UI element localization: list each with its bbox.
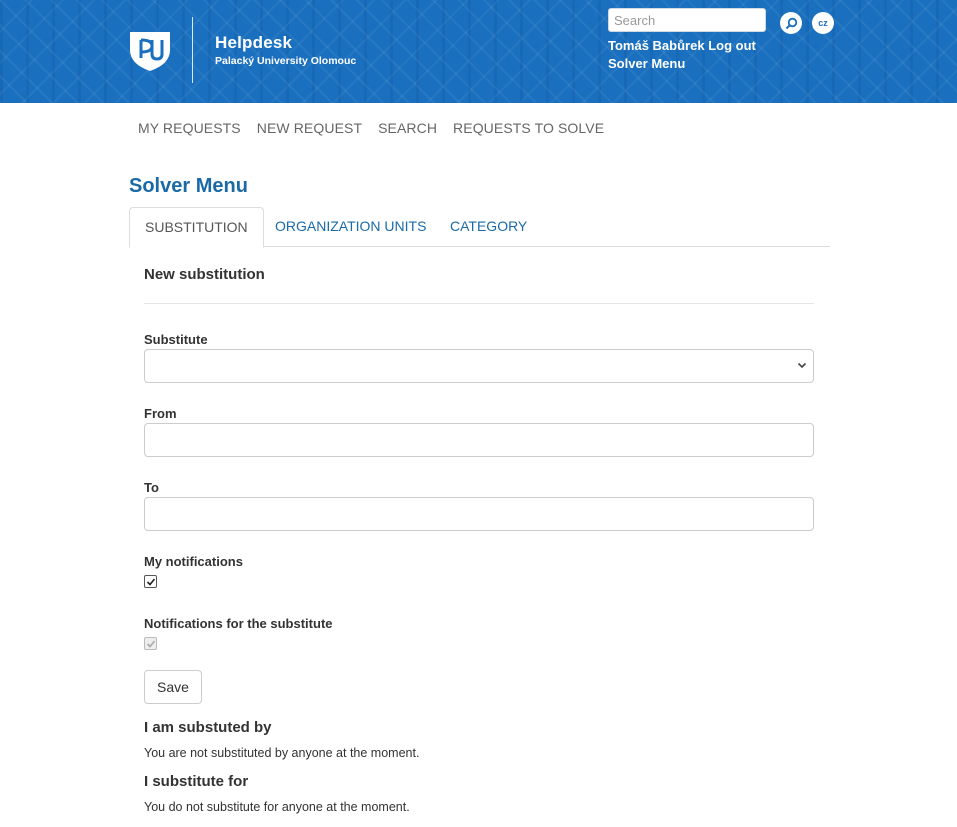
logout-link[interactable]: Log out [708,38,756,53]
tab-category[interactable]: CATEGORY [450,218,528,234]
page-title: Solver Menu [129,175,248,197]
substitute-notifications-checkbox[interactable] [144,637,157,650]
divider [144,303,814,304]
section-title: New substitution [144,266,265,283]
my-notifications-label: My notifications [144,554,243,569]
user-name-link[interactable]: Tomáš Babůrek [608,38,705,53]
from-label: From [144,406,177,421]
my-notifications-checkbox[interactable] [144,575,157,588]
tab-substitution[interactable]: SUBSTITUTION [129,207,264,248]
chevron-down-icon [797,360,807,370]
substitute-for-title: I substitute for [144,773,249,790]
substitute-select[interactable] [144,349,814,383]
search-input[interactable] [608,8,766,32]
nav-search[interactable]: SEARCH [378,120,438,136]
to-label: To [144,480,159,495]
substituted-by-title: I am substuted by [144,719,272,736]
brand-title[interactable]: Helpdesk [215,33,293,52]
brand-subtitle: Palacký University Olomouc [215,55,357,67]
save-button[interactable]: Save [144,670,202,704]
checkmark-icon [146,577,156,587]
substitute-label: Substitute [144,332,208,347]
main-nav [130,120,612,136]
from-field[interactable] [144,423,814,457]
search-button[interactable] [780,12,802,34]
tab-organization-units[interactable]: ORGANIZATION UNITS [275,218,427,234]
nav-new-request[interactable]: NEW REQUEST [256,120,363,136]
header-banner [0,0,957,103]
substitute-notifications-label: Notifications for the substitute [144,616,333,631]
user-line [608,38,756,53]
to-field[interactable] [144,497,814,531]
substituted-by-text: You are not substituted by anyone at the moment. [144,746,420,760]
language-switch-button[interactable]: cz [812,12,834,34]
university-logo-icon[interactable] [128,28,172,72]
substitute-for-text: You do not substitute for anyone at the moment. [144,800,410,814]
nav-requests-to-solve[interactable]: REQUESTS TO SOLVE [453,120,605,136]
nav-my-requests[interactable]: MY REQUESTS [138,120,241,136]
search-icon [785,17,798,30]
solver-menu-link[interactable]: Solver Menu [608,56,686,71]
tab-bar [129,207,830,247]
checkmark-icon [146,639,156,649]
logo-divider [192,17,193,83]
